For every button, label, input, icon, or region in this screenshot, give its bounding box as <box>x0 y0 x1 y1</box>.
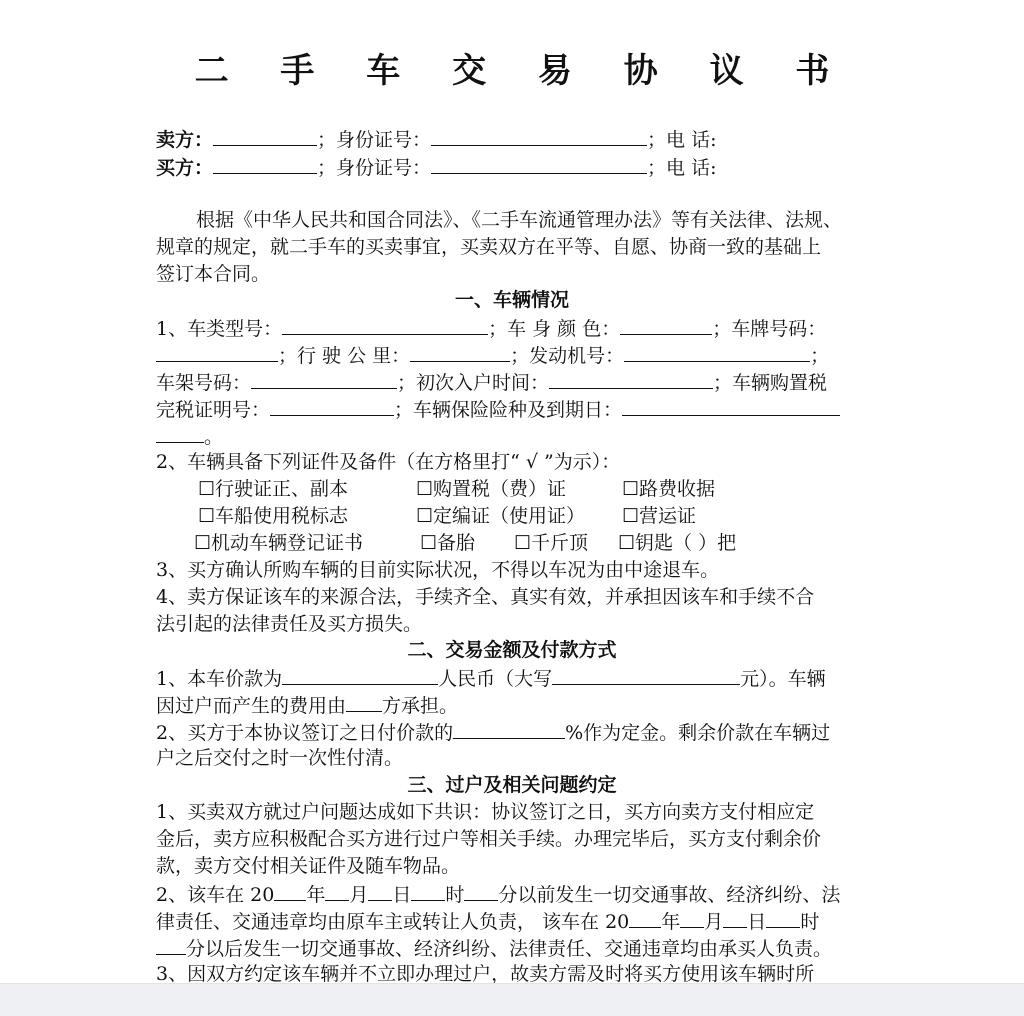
seller-id-label: ；身份证号： <box>317 129 432 151</box>
body-color-blank[interactable] <box>620 314 712 335</box>
hour-label: 时 <box>445 884 465 906</box>
buyer-line <box>156 153 716 182</box>
body-color-label: ；车 身 颜 色： <box>488 318 621 340</box>
seller-label: 卖方： <box>156 129 214 151</box>
period: 。 <box>204 426 224 448</box>
car-info-line-5 <box>156 422 223 451</box>
buyer-id-blank[interactable] <box>431 153 647 174</box>
section-2-heading: 二、交易金额及付款方式 <box>407 639 617 661</box>
deposit-line-1 <box>156 718 830 747</box>
fee-label-end: 方承担。 <box>382 695 459 717</box>
minute-blank-2[interactable] <box>156 934 186 955</box>
buyer-id-label: ；身份证号： <box>317 157 432 179</box>
day-blank[interactable] <box>368 880 392 901</box>
mileage-blank[interactable] <box>410 341 510 362</box>
car-info-line-4 <box>156 395 840 424</box>
transfer-delay-line-1: 3、因双方约定该车辆并不立即办理过户，故卖方需及时将买方使用该车辆时所 <box>156 963 815 983</box>
transfer-line-2: 金后，卖方应积极配合买方进行过户等相关手续。办理完毕后，买方支付剩余价 <box>156 828 822 850</box>
car-model-label: 1、车类型号： <box>156 318 283 340</box>
seller-phone-label: ；电 话: <box>647 129 717 151</box>
liability-after: 分以后发生一切交通事故、经济纠纷、法律责任、交通违章均由承买人负责。 <box>186 938 833 960</box>
car-model-blank[interactable] <box>282 314 488 335</box>
tax-cert-label: 完税证明号： <box>156 399 271 421</box>
section-1-heading: 一、车辆情况 <box>454 289 569 311</box>
docs-row-2 <box>198 503 696 530</box>
seller-name-blank[interactable] <box>213 125 317 146</box>
doc-checkbox-purchase-tax[interactable]: ☐购置税（费）证 <box>416 478 567 500</box>
year-label: 年 <box>306 884 326 906</box>
car-info-line-2 <box>156 341 829 370</box>
semicolon: ； <box>810 345 830 367</box>
day-label: 日 <box>392 884 412 906</box>
engine-label: ；发动机号： <box>510 345 625 367</box>
doc-checkbox-toll-receipt[interactable]: ☐路费收据 <box>622 478 716 500</box>
doc-checkbox-operation-cert[interactable]: ☐营运证 <box>622 505 697 527</box>
car-info-line-3 <box>156 368 827 397</box>
intro-line-2: 规章的规定，就二手车的买卖事宜，买卖双方在平等、自愿、协商一致的基础上 <box>156 236 822 258</box>
doc-checkbox-registration-cert[interactable]: ☐机动车辆登记证书 <box>194 532 364 554</box>
intro-line-1: 根据《中华人民共和国合同法》、《二手车流通管理办法》等有关法律、法规、 <box>196 209 843 231</box>
day-label-2: 日 <box>747 911 767 933</box>
deposit-label-end: %作为定金。剩余价款在车辆过 <box>565 722 831 744</box>
deposit-label: 2、买方于本协议签订之日付价款的 <box>156 722 454 744</box>
price-label: 1、本车价款为 <box>156 668 283 690</box>
buyer-label: 买方： <box>156 157 214 179</box>
month-blank-2[interactable] <box>680 907 704 928</box>
purchase-tax-label: ；车辆购置税 <box>713 372 828 394</box>
liability-line-3 <box>156 934 832 963</box>
item-4-line-1: 4、卖方保证该车的来源合法，手续齐全、真实有效，并承担因该车和手续不合 <box>156 586 815 608</box>
doc-checkbox-driving-license[interactable]: ☐行驶证正、副本 <box>198 478 349 500</box>
liability-before: 分以前发生一切交通事故、经济纠纷、法 <box>498 884 841 906</box>
liability-line-1 <box>156 880 840 909</box>
hour-blank[interactable] <box>411 880 445 901</box>
liability-prefix: 2、该车在 20 <box>156 884 275 906</box>
seller-id-blank[interactable] <box>431 125 647 146</box>
docs-row-1 <box>198 476 715 503</box>
rmb-label: 人民币（大写 <box>438 668 553 690</box>
engine-blank[interactable] <box>624 341 810 362</box>
docs-intro: 2、车辆具备下列证件及备件（在方格里打“ √ ”为示）： <box>156 451 621 473</box>
first-reg-label: ；初次入户时间： <box>397 372 550 394</box>
transfer-line-1: 1、买卖双方就过户问题达成如下共识：协议签订之日，买方向卖方支付相应定 <box>156 801 815 823</box>
insurance-blank-cont[interactable] <box>156 422 204 443</box>
intro-line-3: 签订本合同。 <box>156 263 271 285</box>
doc-checkbox-jack[interactable]: ☐千斤顶 <box>514 532 589 554</box>
buyer-phone-label: ；电 话: <box>647 157 717 179</box>
month-label: 月 <box>349 884 369 906</box>
item-4-line-2: 法引起的法律责任及买方损失。 <box>156 613 423 635</box>
buyer-name-blank[interactable] <box>213 153 317 174</box>
seller-line <box>156 125 716 154</box>
price-uppercase-blank[interactable] <box>552 664 740 685</box>
car-info-line-1 <box>156 314 826 343</box>
fee-party-blank[interactable] <box>346 691 382 712</box>
year-blank-2[interactable] <box>629 907 661 928</box>
price-line-1 <box>156 664 826 693</box>
transfer-line-3: 款，卖方交付相关证件及随车物品。 <box>156 855 461 877</box>
deposit-percent-blank[interactable] <box>453 718 565 739</box>
vin-blank[interactable] <box>251 368 397 389</box>
hour-blank-2[interactable] <box>766 907 800 928</box>
vin-label: 车架号码： <box>156 372 252 394</box>
doc-checkbox-spare-tire[interactable]: ☐备胎 <box>420 532 476 554</box>
yuan-label: 元）。车辆 <box>740 668 826 690</box>
viewer-bottom-bar <box>0 983 1024 1016</box>
hour-label-2: 时 <box>800 911 820 933</box>
item-3: 3、买方确认所购车辆的目前实际状况，不得以车况为由中途退车。 <box>156 559 720 581</box>
price-blank[interactable] <box>282 664 438 685</box>
document-title: 二 手 车 交 易 协 议 书 <box>194 51 850 91</box>
tax-cert-blank[interactable] <box>270 395 394 416</box>
deposit-line-2: 户之后交付之时一次性付清。 <box>156 747 404 769</box>
first-reg-blank[interactable] <box>549 368 713 389</box>
price-line-2 <box>156 691 458 720</box>
month-blank[interactable] <box>325 880 349 901</box>
insurance-label: ；车辆保险险种及到期日： <box>394 399 623 421</box>
minute-blank[interactable] <box>464 880 498 901</box>
doc-checkbox-vessel-tax[interactable]: ☐车船使用税标志 <box>198 505 349 527</box>
year-blank[interactable] <box>274 880 306 901</box>
liability-line-2 <box>156 907 819 936</box>
doc-checkbox-capacity-cert[interactable]: ☐定编证（使用证） <box>416 505 586 527</box>
day-blank-2[interactable] <box>723 907 747 928</box>
mileage-label: ；行 驶 公 里： <box>278 345 411 367</box>
year-label-2: 年 <box>661 911 681 933</box>
month-label-2: 月 <box>704 911 724 933</box>
insurance-blank[interactable] <box>622 395 840 416</box>
section-3-heading: 三、过户及相关问题约定 <box>407 774 617 796</box>
plate-blank[interactable] <box>156 341 278 362</box>
docs-row-3 <box>194 530 736 557</box>
doc-checkbox-keys[interactable]: ☐钥匙（ ）把 <box>618 532 737 554</box>
plate-label: ；车牌号码： <box>712 318 827 340</box>
fee-label: 因过户而产生的费用由 <box>156 695 347 717</box>
liability-after-prefix: 律责任、交通违章均由原车主或转让人负责， 该车在 20 <box>156 911 630 933</box>
